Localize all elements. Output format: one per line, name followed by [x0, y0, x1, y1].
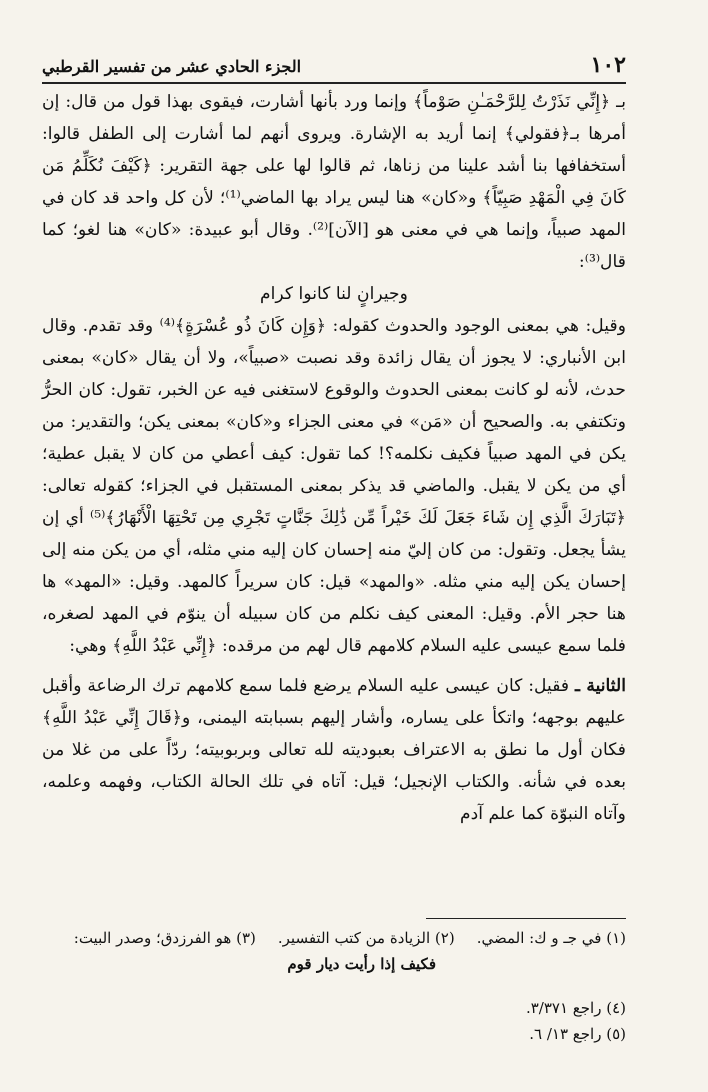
footnote-row	[42, 925, 626, 951]
footnote-2: (٢) الزيادة من كتب التفسير.	[277, 929, 455, 947]
section-heading: الثانية ـ	[574, 676, 626, 696]
running-title: الجزء الحادي عشر من تفسير القرطبي	[42, 57, 302, 76]
footnote-rule	[426, 918, 626, 919]
page-number: ١٠٢	[590, 52, 626, 78]
footnote-5: (٥) راجع ١٣/ ٦.	[529, 1025, 626, 1043]
running-head	[42, 52, 626, 78]
header-rule	[42, 82, 626, 84]
footnote-3: (٣) هو الفرزدق؛ وصدر البيت:	[73, 929, 256, 947]
footnote-1: (١) في جـ و ك: المضي.	[476, 929, 626, 947]
footnote-4: (٤) راجع ٣/٣٧١.	[525, 999, 626, 1017]
poetry-verse: وجيرانٍ لنا كانوا كرام	[260, 284, 408, 304]
paragraph: وقيل: هي بمعنى الوجود والحدوث كقوله: ﴿وَإِن كَانَ ذُو عُسْرَةٍ﴾⁽⁴⁾ وقد تقدم. وقال ابن الأنباري: لا يجوز أن يقال زائدة وقد نصبت «صبياً»، ولا أن يقال «كان» بمعنى حدث، لأنه لو كانت بمعنى الحدوث والوقوع لاستغنى فيه عن الخبر، تقول: كان الحرُّ وتكتفي به. والصحيح أن «مَن» في معنى الجزاء و«كان» بمعنى يكن؛ والتقدير: من يكن في المهد صبياً فكيف نكلمه؟! كما تقول: كيف أعطي من كان لا يقبل عطية؛ أي من يكن لا يقبل. والماضي قد يذكر بمعنى المستقبل في الجزاء؛ كقوله تعالى: ﴿تَبَارَكَ الَّذِي إِن شَاءَ جَعَلَ لَكَ خَيْراً مِّن ذَٰلِكَ جَنَّاتٍ تَجْرِي مِن تَحْتِهَا الْأَنْهَارُ﴾⁽⁵⁾ أي إن يشأ يجعل. وتقول: من كان إليّ منه إحسان كان إليه مني مثله، أي من يكن منه إلى إحسان يكن إليه مني مثله. «والمهد» قيل: كان سريراً كالمهد. وقيل: «المهد» ها هنا حجر الأم. وقيل: المعنى كيف نكلم من كان سبيله أن ينوّم في المهد لصغره، فلما سمع عيسى عليه السلام كلامهم قال لهم من مرقده: ﴿إِنِّي عَبْدُ اللَّهِ﴾ وهي:	[42, 316, 626, 656]
footnotes	[42, 925, 626, 1047]
main-text	[42, 86, 626, 830]
section-text: فقيل: كان عيسى عليه السلام يرضع فلما سمع كلامهم ترك الرضاعة وأقبل عليهم بوجهه؛ واتكأ على يساره، وأشار إليهم بسبابته اليمنى، و﴿قَالَ إِنِّي عَبْدُ اللَّهِ﴾ فكان أول ما نطق به الاعتراف بعبوديته لله تعالى وبربوبيته؛ ردّاً على من غلا من بعده في شأنه. والكتاب الإنجيل؛ قيل: آتاه في تلك الحالة الكتاب، وفهمه وعلمه، وآتاه النبوّة كما علم آدم	[42, 676, 626, 824]
section-paragraph	[42, 670, 626, 830]
paragraph: بـ ﴿إِنِّي نَذَرْتُ لِلرَّحْمَـٰنِ صَوْماً﴾ وإنما ورد بأنها أشارت، فيقوى بهذا قول من قال: إن أمرها بـ﴿فقولي﴾ إنما أريد به الإشارة. ويروى أنهم لما أشارت إلى الطفل قالوا: أستخفافها بنا أشد علينا من زناها، ثم قالوا لها على جهة التقرير: ﴿كَيْفَ نُكَلِّمُ مَن كَانَ فِي الْمَهْدِ صَبِيّاً﴾ و«كان» هنا ليس يراد بها الماضي⁽¹⁾؛ لأن كل واحد قد كان في المهد صبياً، وإنما هي في معنى هو [الآن]⁽²⁾. وقال أبو عبيدة: «كان» هنا لغو؛ كما قال⁽³⁾:	[42, 92, 626, 272]
footnote-3-verse: فكيف إذا رأيت ديار قوم	[287, 955, 436, 973]
